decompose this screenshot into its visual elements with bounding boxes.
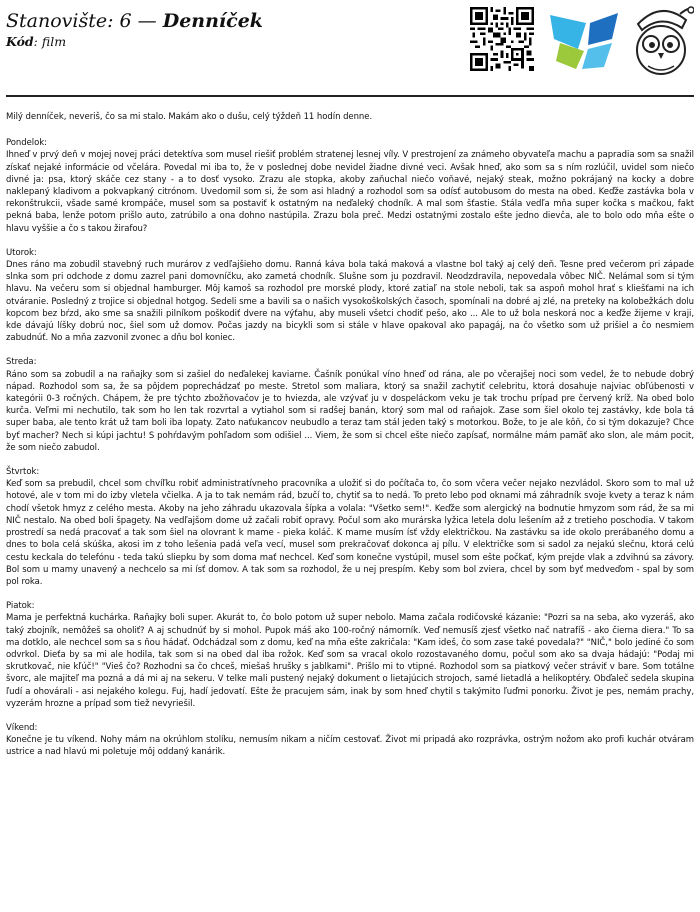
day-label: Streda: xyxy=(6,357,37,368)
header-divider xyxy=(6,95,694,97)
diary-content xyxy=(6,111,694,771)
diary-entry-thursday xyxy=(6,466,694,588)
diary-entry-monday xyxy=(6,137,694,235)
diary-entry-wednesday xyxy=(6,356,694,454)
day-text: Keď som sa prebudil, chcel som chvíľku robiť administratívneho pracovníka a uložiť si do počítača to, čo som včera večer nejako nezvládol. Skoro som to mal už hotové, ale v tom mi do izby vletela včielka. A ja to tak nemám rád, bzučí to, chytiť sa to nedá. To preto lebo pod oknami má záhradník svoje kvety a teraz k nám chodí všetok hmyz z celého mesta. Akoby na jeho záhradu ukazovala šípka a volala: "Všetko sem!". Keďže som alergický na bodnutie hmyzom som rád, že sa mi NIČ nestalo. Na obed boli špagety. Na vedľajšom dome už začali robiť opravy. Počul som ako murárska lyžica letela dolu lešením až z tretieho poschodia. V takom prostredí sa nedá pracovať a tak som šiel na olovrant k mame - pieka koláč. K mame musím ísť vždy električkou. Na zastávku sa ide okolo prerábaného domu a dnes to bola celá skúška, akosi im z toho lešenia padá veľa vecí, musel som prekračovať dokonca aj pílu. V električke som si sadol za nejakú slečnu, ktorá celú cestu keckala do telefónu - teda takú sliepku by som doma mať nechcel. Keď som konečne vystúpil, musel som ešte počkať, kým prejde vlak a zdvihnú sa závory. Bol som u mamy unavený a nechcelo sa mi ísť domov. A tak som sa rozhodol, že u nej prespím. Keby som bol zviera, chcel by som byť medveďom - spal by som pol roka. xyxy=(6,479,694,587)
day-text: Ihneď v prvý deň v mojej novej práci detektíva som musel riešiť problém stratenej lesnej víly. V prestrojení za známeho obyvateľa machu a papradia som sa snažil získať nejaké informácie od včelára. Povedal mi iba to, že v poslednej dobe nevidel žiadne divné veci. Avšak hneď, ako som sa s ním rozlúčil, uvidel som niečo divné ja: psa, ktorý skáče cez stany - a to dosť vysoko. Zrazu ale stopka, akoby zaňuchal niečo voňavé, nejaký steak, možno pokrájaný na kocky a dobre naklepaný kladivom a pokvapkaný citrónom. Uvedomil som si, že som asi hladný a rozhodol som sa odísť autobusom do mesta na obed. Keďže zastávka bola v rekonštrukcii, všade samé krompáče, musel som sa postaviť k ostatným na neďaleký chodník. A mal som šťastie. Stála vedľa mňa super kočka s mačkou, fakt pekná baba, lenže potom prišlo auto, zatrúbilo a ona dohno nastúpila. Zrazu bola preč. Medzi ostatnými zostalo ešte jedno dievča, ale to bolo odo mňa ešte o hlavu vyššie a čo s takou žirafou? xyxy=(6,150,694,234)
code-separator: : xyxy=(33,34,42,49)
qr-code-icon[interactable] xyxy=(470,7,534,71)
day-text: Ráno som sa zobudil a na raňajky som si zašiel do neďalekej kaviarne. Čašník ponúkal víno hneď od rána, ale po včerajšej noci som vedel, že to nebude dobrý nápad. Rozhodol som sa, že sa pôjdem poprechádzať po meste. Stretol som maliara, ktorý sa snažil zachytiť celebritu, ktorá dosahuje najviac obľúbenosti v kategórii 0-3 ročných. Chápem, že pre týchto zbožňovačov je to hviezda, ale vzývať ju v dospeláckom veku je tak trochu prípad pre červený kríž. Na obed bolo kurča. Veľmi mi nechutilo, tak som ho len tak rozvrtal a vytiahol som si radšej banán, ktorý som mal od raňajok. Zase som šiel okolo tej zastávky, kde bola tá super baba, ale tento krát už tam boli iba lopaty. Zato naťukancov neubudlo a teraz tam stál jeden taký s motorkou. Bože, to je ale kôň, čo si tým dokazuje? Chce byť macher? Nech si kúpi jachtu! S pohŕdavým pohľadom som odišiel ... Viem, že som si chcel ešte niečo zapísať, normálne mám pamäť ako slon, ale mám pocit, že som niečo zabudol. xyxy=(6,369,694,453)
page-title xyxy=(6,9,263,33)
day-label: Pondelok: xyxy=(6,138,47,149)
intro-paragraph: Milý denníček, neveriš, čo sa mi stalo. Makám ako o dušu, celý týždeň 11 hodín denne. xyxy=(6,112,373,122)
day-text: Konečne je tu víkend. Nohy mám na okrúhlom stolíku, nemusím nikam a ničím cestovať. Život mi pripadá ako rozprávka, ostrým nožom ako profi kuchár otváram ustrice a nad hlavú mi poletuje môj oddaný kanárik. xyxy=(6,735,694,758)
day-text: Mama je perfektná kuchárka. Raňajky boli super. Akurát to, čo bolo potom už super nebolo. Mama začala rodičovské kázanie: "Pozri sa na seba, ako vyzeráš, ako taký zbojník, nemôžeš sa oholiť? A aj schudnúť by si mohol. Pupok máš ako 100-ročný námorník. Veď nemusíš zjesť všetko nač natrafíš - ako čierna diera." To sa ma dotklo, ale nechcel som sa s ňou hádať. Odchádzal som z domu, keď na mňa ešte zakričala: "Kam ideš, čo som zase také povedala?" "NIČ," bolo jediné čo som odvrkol. Dieťa by sa mi ale hodila, tak som si na obed dal iba rožok. Keď som sa vracal okolo rozostavaného domu, počul som ako sa dvaja hádajú: "Podaj mi skrutkovač, nie kľúč!" "Vieš čo? Rozhodni sa čo chceš, miešaš hrušky s jablkami". Prišlo mi to vtipné. Rozhodol som sa piatkový večer stráviť v bare. Som totálne švorc, ale majiteľ ma pozná a dá mi aj na sekeru. V telke mali pustený nejaký dokument o lietajúcich strojoch, samé lietadlá a helikoptéry. Obďaleč sedela skupina ľudí a ohovárali - asi nejakého kolegu. Fuj, hadí jedovatí. Ešte že pracujem sám, inak by som hneď chytil s takýmito ľuďmi ponorku. Život je pes, nemám prachy, vyzerám hrozne a prípad som tiež nevyriešil. xyxy=(6,613,694,709)
diary-entry-friday xyxy=(6,600,694,710)
header xyxy=(0,0,700,96)
day-label: Víkend: xyxy=(6,722,38,733)
diary-entry-weekend xyxy=(6,722,694,759)
day-label: Štvrtok: xyxy=(6,467,40,478)
code-line xyxy=(6,34,66,50)
owl-mascot-icon xyxy=(628,4,694,76)
organization-logo-icon xyxy=(546,9,620,71)
day-text: Dnes ráno ma zobudil stavebný ruch murárov z vedľajšieho domu. Ranná káva bola taká maková a vlastne bol taký aj celý deň. Tesne pred večerom pri západe slnka som pri odchode z domu zazrel pani domovníčku, ako zametá chodník. Slušne som ju pozdravil. Neodzdravila, nepovedala vôbec NIČ. Nelámal som si tým hlavu. Na večeru som si objednal hamburger. Môj kamoš sa rozhodol pre morské plody, ktoré zatiaľ na stole neboli, tak sa aspoň mohol hrať s kliešťami na ich otváranie. Posledný z trojice si objednal hotgog. Sedeli sme a bavili sa o našich vysokoškolských časoch, spomínali na dobré aj zlé, na preteky na kolobežkách dolu kopcom bez bŕzd, ako sme sa snažili pilníkom poškodiť dvere na výťahu, aby museli všetci chodiť pešo, ako ... Ale to už bola neskorá noc a keďže žijeme v kraji, kde dávajú líšky dobrú noc, šiel som už domov. Počas jazdy na bicykli som si stále v hlave opakoval ako papagáj, na čo všetko som už prišiel a čo nesmiem zabudnúť. No a mňa zazvonil zvonec a dňu bol koniec. xyxy=(6,260,694,344)
day-label: Utorok: xyxy=(6,247,37,258)
code-value: film xyxy=(41,34,67,49)
title-prefix: Stanovište: 6 — xyxy=(6,10,163,32)
code-label: Kód xyxy=(6,34,34,49)
day-label: Piatok: xyxy=(6,601,35,612)
title-name: Denníček xyxy=(162,10,263,32)
diary-entry-tuesday xyxy=(6,247,694,345)
